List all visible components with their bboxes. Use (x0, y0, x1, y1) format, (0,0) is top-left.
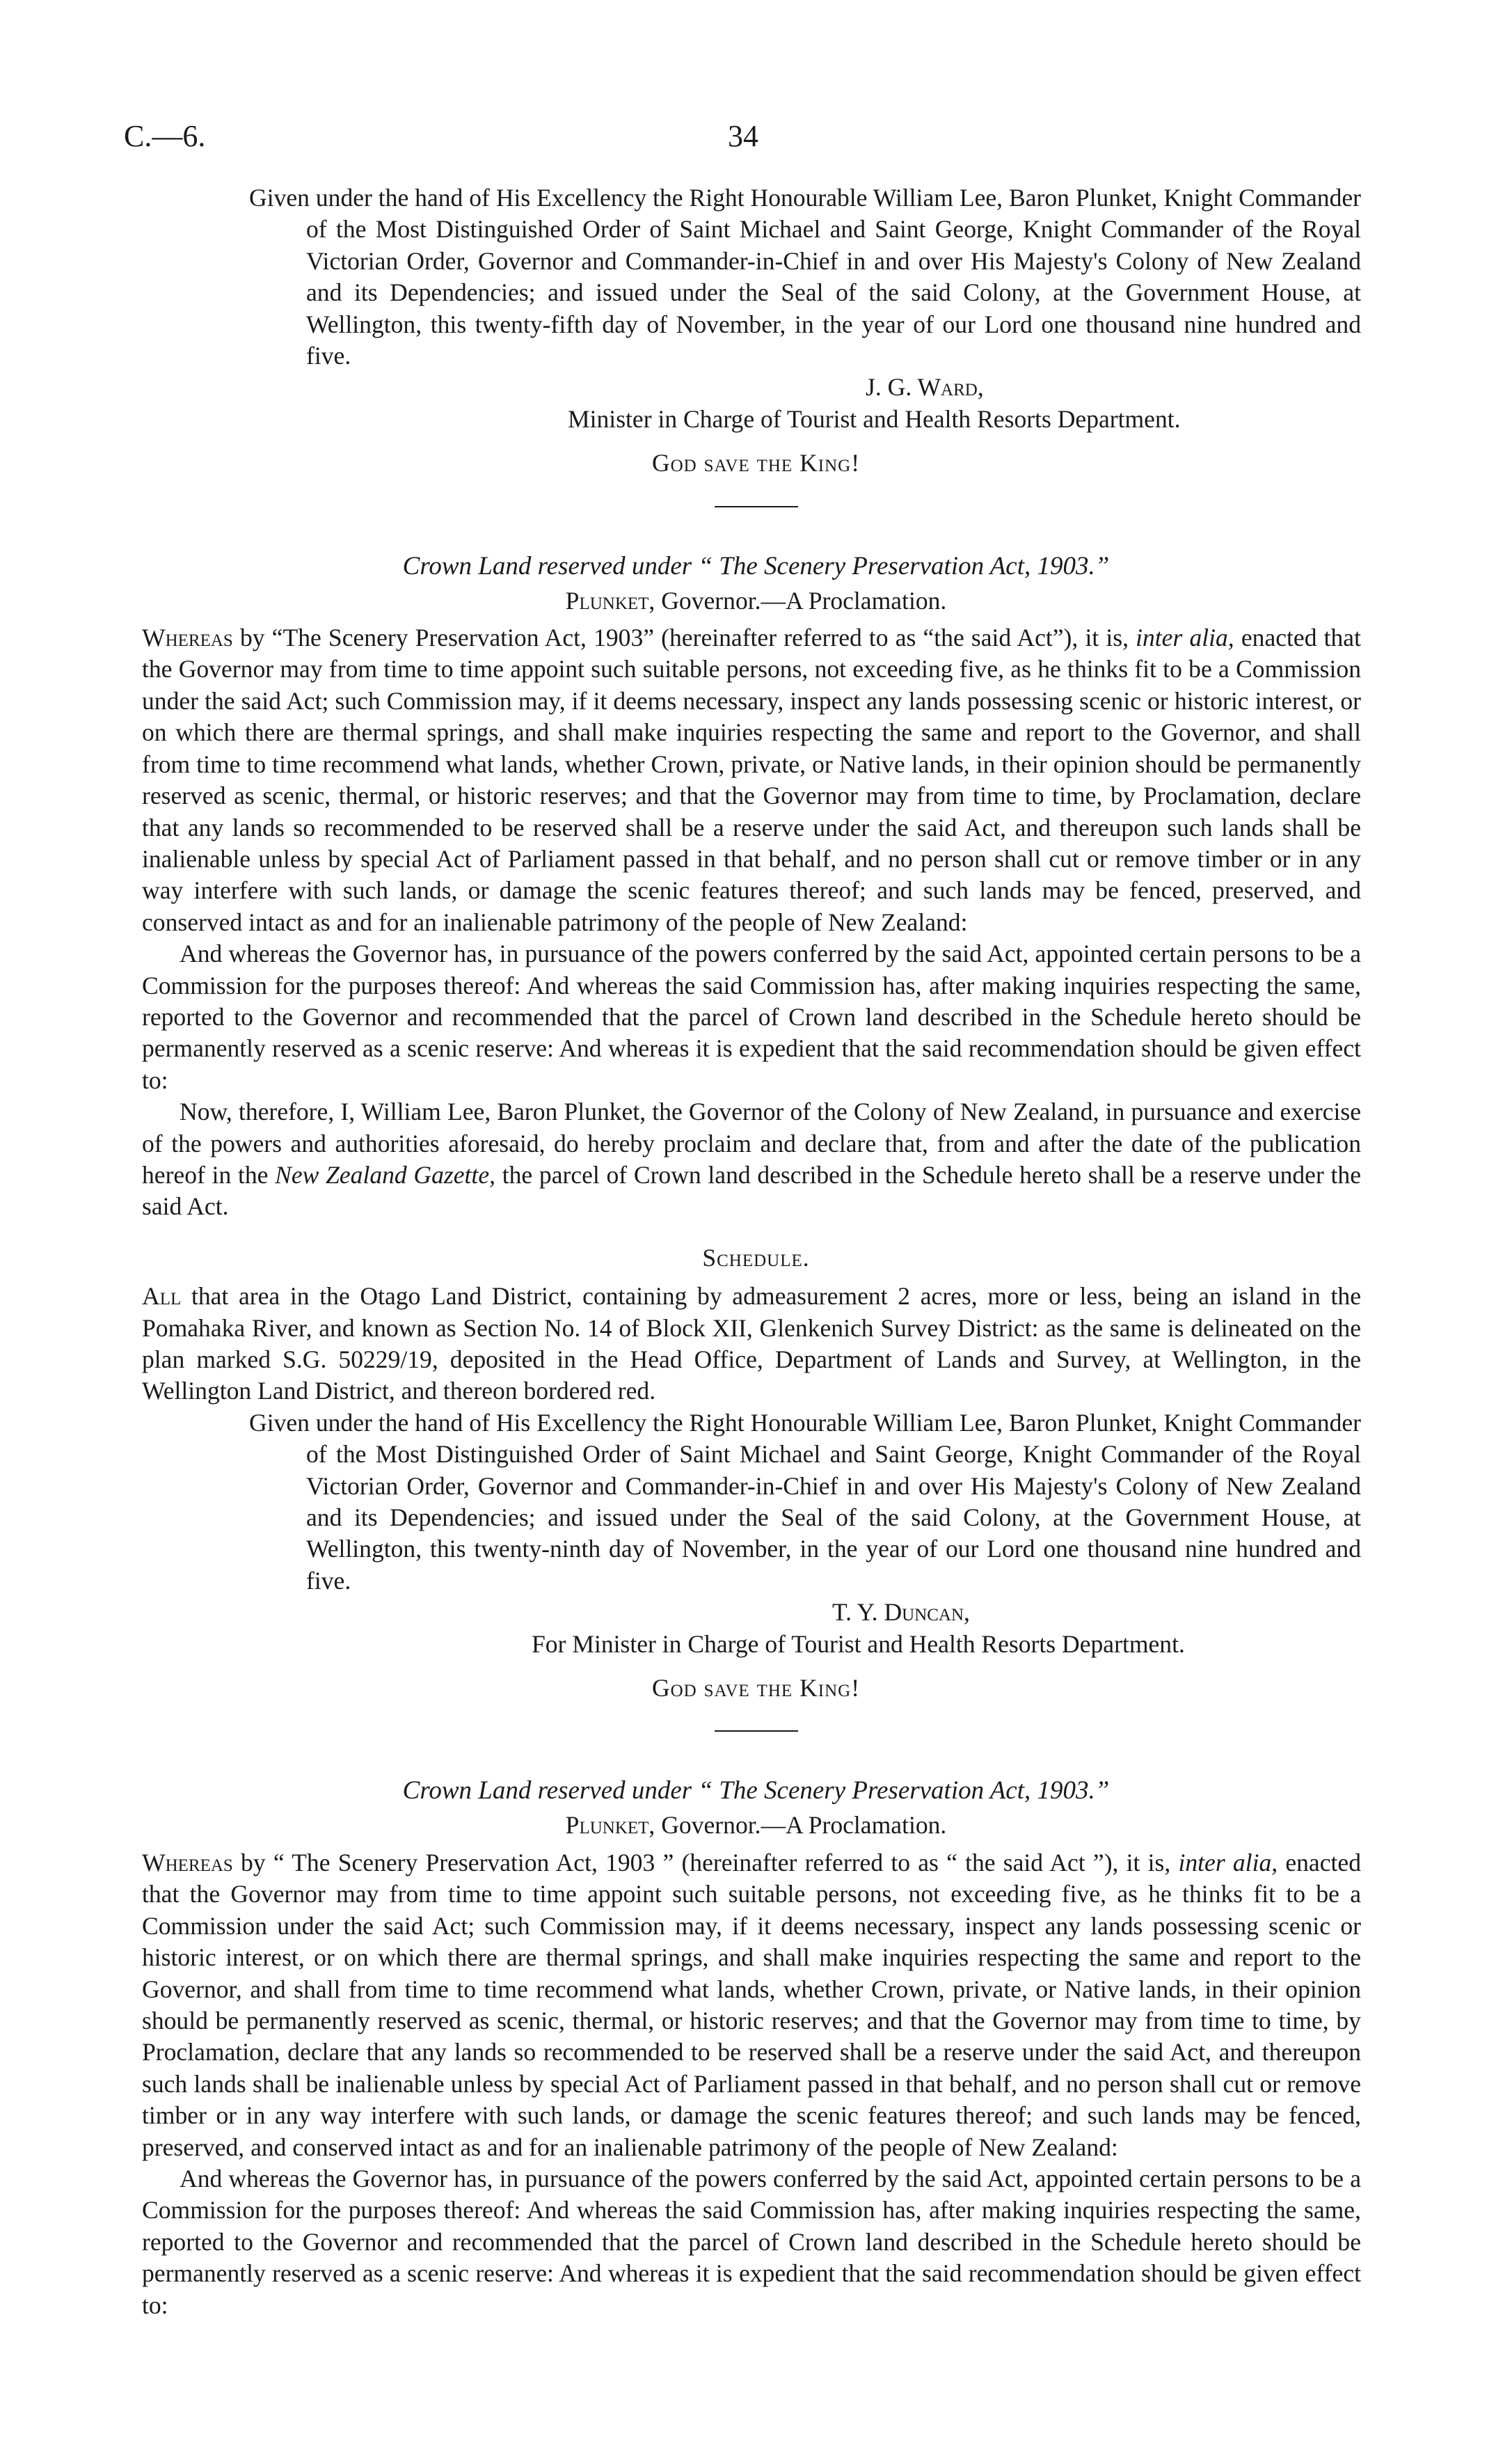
document-reference: C.—6. (124, 119, 206, 153)
and-whereas-paragraph: And whereas the Governor has, in pursuance of the powers conferred by the said Act, appointed certain persons to be a Commission for the purposes thereof: And whereas the said Commission has, after making inquiries respecting the same, reported to the Governor and recommended that the parcel of Crown land described in the Schedule hereto should be permanently reserved as a scenic reserve: And whereas it is expedient that the said recommendation should be given effect to: (142, 940, 1361, 1094)
whereas-text-a: by “ The Scenery Preservation Act, 1903 ” (hereinafter referred to as “ the said Act ”), it is, (232, 1848, 1179, 1876)
given-under-hand-paragraph: Given under the hand of His Excellency the Right Honourable William Lee, Baron Plunket, Knight Commander of the Most Distinguished Order of Saint Michael and Saint George, Knight Commander of the Royal Victorian Order, Governor and Commander-in-Chief in and over His Majesty's Colony of New Zealand and its Dependencies; and issued under the Seal of the said Colony, at the Government House, at Wellington, this twenty-ninth day of November, in the year of our Lord one thousand nine hundred and five. (249, 1408, 1361, 1595)
proclamation-label: Governor.—A Proclamation. (655, 1811, 947, 1840)
schedule-heading: Schedule. (702, 1243, 810, 1272)
schedule-paragraph (142, 1281, 1361, 1407)
signatory-title: Minister in Charge of Tourist and Health Resorts Department. (568, 404, 1181, 433)
now-text-b: the parcel of Crown land described in the Schedule hereto shall be a reserve under the said Act. (142, 1160, 1361, 1221)
now-text-a: Now, therefore, I, William Lee, Baron Plunket, the Governor of the Colony of New Zealand, in pursuance and exercise of the powers and authorities aforesaid, do hereby proclaim and declare that, from and after the date of the publication hereof in the (142, 1098, 1361, 1189)
governor-name: Plunket, (565, 1811, 655, 1840)
proclamation-heading (0, 551, 1512, 583)
page-body (0, 182, 1512, 2321)
page-number: 34 (728, 119, 758, 153)
now-therefore-paragraph (142, 1096, 1361, 1223)
proclamation-label: Governor.—A Proclamation. (655, 586, 947, 615)
gazette-title: New Zealand Gazette, (275, 1160, 496, 1189)
and-whereas-paragraph: And whereas the Governor has, in pursuance of the powers conferred by the said Act, appointed certain persons to be a Commission for the purposes thereof: And whereas the said Commission has, after making inquiries respecting the same, reported to the Governor and recommended that the parcel of Crown land described in the Schedule hereto should be permanently reserved as a scenic reserve: And whereas it is expedient that the said recommendation should be given effect to: (142, 2164, 1361, 2319)
signatory-name: J. G. Ward, (866, 373, 984, 402)
proclamation-heading (0, 1775, 1512, 1807)
signatory-title: For Minister in Charge of Tourist and Health Resorts Department. (532, 1629, 1185, 1658)
whereas-paragraph (142, 622, 1361, 938)
inter-alia: inter alia, (1136, 624, 1234, 652)
whereas-text-b: enacted that the Governor may from time to time appoint such suitable persons, not exceeding five, as he thinks fit to be a Commission under the said Act; such Commission may, if it deems necessary, inspect any lands possessing scenic or historic interest, or on which there are thermal springs, and shall make inquiries respecting the same and report to the Governor, and shall from time to time recommend what lands, whether Crown, private, or Native lands, in their opinion should be permanently reserved as scenic, thermal, or historic reserves; and that the Governor may from time to time, by Proclamation, declare that any lands so recommended to be reserved shall be a reserve under the said Act, and thereupon such lands shall be inalienable unless by special Act of Parliament passed in that behalf, and no person shall cut or remove timber or in any way interfere with such lands, or damage the scenic features thereof; and such lands may be fenced, preserved, and conserved intact as and for an inalienable patrimony of the people of New Zealand: (142, 624, 1361, 936)
section-divider (715, 1730, 798, 1732)
whereas-text-b: enacted that the Governor may from time to time appoint such suitable persons, not exceeding five, as he thinks fit to be a Commission under the said Act; such Commission may, if it deems necessary, inspect any lands possessing scenic or historic interest, or on which there are thermal springs, and shall make inquiries respecting the same and report to the Governor, and shall from time to time recommend what lands, whether Crown, private, or Native lands, in their opinion should be permanently reserved as scenic, thermal, or historic reserves; and that the Governor may from time to time, by Proclamation, declare that any lands so recommended to be reserved shall be a reserve under the said Act, and thereupon such lands shall be inalienable unless by special Act of Parliament passed in that behalf, and no person shall cut or remove timber or in any way interfere with such lands, or damage the scenic features thereof; and such lands may be fenced, preserved, and conserved intact as and for an inalienable patrimony of the people of New Zealand: (142, 1848, 1361, 2161)
whereas-word: Whereas (142, 1848, 233, 1876)
all-word: All (142, 1282, 182, 1311)
heading-act-title: “ The Scenery Preservation Act, 1903.” (698, 1776, 1110, 1805)
inter-alia: inter alia, (1178, 1848, 1278, 1876)
heading-act-title: “ The Scenery Preservation Act, 1903.” (698, 551, 1110, 580)
governor-name: Plunket, (565, 586, 655, 615)
given-under-hand-paragraph: Given under the hand of His Excellency the Right Honourable William Lee, Baron Plunket, Knight Commander of the Most Distinguished Order of Saint Michael and Saint George, Knight Commander of the Royal Victorian Order, Governor and Commander-in-Chief in and over His Majesty's Colony of New Zealand and its Dependencies; and issued under the Seal of the said Colony, at the Government House, at Wellington, this twenty-fifth day of November, in the year of our Lord one thousand nine hundred and five. (249, 184, 1361, 370)
whereas-word: Whereas (142, 624, 233, 652)
heading-part: Crown Land reserved under (402, 1776, 692, 1805)
proclamation-subheading (0, 585, 1512, 617)
signatory-name: T. Y. Duncan, (832, 1598, 970, 1627)
god-save-the-king: God save the King! (651, 449, 861, 477)
whereas-text-a: by “The Scenery Preservation Act, 1903” (hereinafter referred to as “the said Act”), it is, (232, 624, 1136, 652)
heading-part: Crown Land reserved under (402, 551, 692, 580)
whereas-paragraph (142, 1847, 1361, 2163)
section-divider (715, 506, 798, 507)
proclamation-subheading (0, 1810, 1512, 1841)
god-save-the-king: God save the King! (651, 1674, 861, 1702)
schedule-text: that area in the Otago Land District, containing by admeasurement 2 acres, more or less, being an island in the Pomahaka River, and known as Section No. 14 of Block XII, Glenkenich Survey District: as the same is delineated on the plan marked S.G. 50229/19, deposited in the Head Office, Department of Lands and Survey, at Wellington, in the Wellington Land District, and thereon bordered red. (142, 1282, 1361, 1405)
